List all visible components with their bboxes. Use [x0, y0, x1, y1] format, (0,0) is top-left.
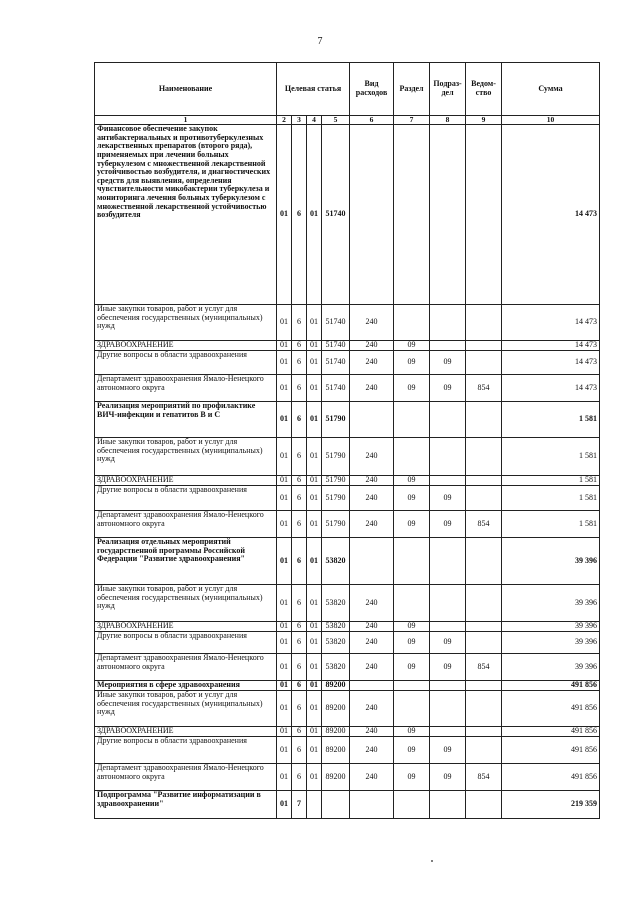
row-expense-type: 240 — [350, 632, 394, 654]
row-department — [466, 632, 502, 654]
row-code-direction: 51740 — [322, 375, 350, 402]
row-code-event: 01 — [307, 737, 322, 764]
row-subsection: 09 — [430, 375, 466, 402]
row-department: 854 — [466, 375, 502, 402]
row-code-event: 01 — [307, 438, 322, 476]
row-expense-type: 240 — [350, 737, 394, 764]
row-department: 854 — [466, 764, 502, 791]
row-code-event: 01 — [307, 764, 322, 791]
row-section: 09 — [394, 632, 430, 654]
row-expense-type: 240 — [350, 585, 394, 622]
row-name: ЗДРАВООХРАНЕНИЕ — [95, 622, 277, 632]
row-code-subprogram: 6 — [292, 125, 307, 305]
row-sum: 14 473 — [502, 125, 600, 305]
row-section: 09 — [394, 511, 430, 538]
row-department — [466, 476, 502, 486]
row-sum: 491 856 — [502, 681, 600, 691]
row-code-subprogram: 6 — [292, 691, 307, 727]
row-code-subprogram: 6 — [292, 486, 307, 511]
row-expense-type: 240 — [350, 341, 394, 351]
row-code-subprogram: 6 — [292, 511, 307, 538]
row-name: Подпрограмма "Развитие информатизации в здравоохранении" — [95, 791, 277, 819]
table-row — [95, 511, 600, 538]
row-code-subprogram: 6 — [292, 654, 307, 681]
row-subsection — [430, 727, 466, 737]
table-row — [95, 654, 600, 681]
row-code-direction: 51790 — [322, 511, 350, 538]
row-code-event: 01 — [307, 632, 322, 654]
row-subsection — [430, 691, 466, 727]
row-subsection: 09 — [430, 511, 466, 538]
row-sum: 1 581 — [502, 486, 600, 511]
table-row — [95, 351, 600, 375]
row-code-program: 01 — [277, 737, 292, 764]
column-number-row — [95, 116, 600, 125]
row-code-direction: 53820 — [322, 538, 350, 585]
row-sum: 39 396 — [502, 538, 600, 585]
row-expense-type: 240 — [350, 764, 394, 791]
row-name: ЗДРАВООХРАНЕНИЕ — [95, 727, 277, 737]
row-expense-type — [350, 402, 394, 438]
row-sum: 39 396 — [502, 632, 600, 654]
row-name: Иные закупки товаров, работ и услуг для обеспечения государственных (муниципальных) нужд — [95, 438, 277, 476]
row-code-program: 01 — [277, 681, 292, 691]
row-department — [466, 737, 502, 764]
row-code-program: 01 — [277, 654, 292, 681]
row-code-program: 01 — [277, 476, 292, 486]
row-sum: 1 581 — [502, 402, 600, 438]
row-subsection — [430, 438, 466, 476]
row-name: ЗДРАВООХРАНЕНИЕ — [95, 341, 277, 351]
row-code-program: 01 — [277, 691, 292, 727]
row-code-subprogram: 6 — [292, 476, 307, 486]
table-row — [95, 681, 600, 691]
row-name: Другие вопросы в области здравоохранения — [95, 351, 277, 375]
row-code-subprogram: 6 — [292, 375, 307, 402]
row-sum: 14 473 — [502, 341, 600, 351]
row-name: Департамент здравоохранения Ямало-Ненецкого автономного округа — [95, 764, 277, 791]
column-number: 8 — [430, 116, 466, 125]
row-section — [394, 681, 430, 691]
column-number: 5 — [322, 116, 350, 125]
row-department: 854 — [466, 511, 502, 538]
row-expense-type — [350, 538, 394, 585]
row-department — [466, 538, 502, 585]
row-code-direction: 89200 — [322, 681, 350, 691]
row-name: Другие вопросы в области здравоохранения — [95, 737, 277, 764]
row-code-program: 01 — [277, 764, 292, 791]
row-code-event: 01 — [307, 727, 322, 737]
row-code-event: 01 — [307, 538, 322, 585]
row-expense-type: 240 — [350, 486, 394, 511]
row-code-program: 01 — [277, 622, 292, 632]
row-code-event: 01 — [307, 654, 322, 681]
row-code-program: 01 — [277, 632, 292, 654]
row-name: Другие вопросы в области здравоохранения — [95, 486, 277, 511]
row-section: 09 — [394, 341, 430, 351]
table-row — [95, 476, 600, 486]
row-subsection: 09 — [430, 764, 466, 791]
column-number: 1 — [95, 116, 277, 125]
row-expense-type: 240 — [350, 305, 394, 341]
row-expense-type — [350, 791, 394, 819]
row-code-event: 01 — [307, 341, 322, 351]
row-department: 854 — [466, 654, 502, 681]
table-row — [95, 622, 600, 632]
budget-table — [94, 62, 600, 819]
row-section — [394, 402, 430, 438]
row-section: 09 — [394, 476, 430, 486]
row-subsection: 09 — [430, 632, 466, 654]
row-code-program: 01 — [277, 341, 292, 351]
row-code-subprogram: 6 — [292, 438, 307, 476]
row-name: Финансовое обеспечение закупок антибактериальных и противотуберкулезных лекарственных препаратов (второго ряда), применяемых при лечении больных туберкулезом с множественной лекарственной устойчивостью возбудителя, и диагностических средств для выявления, определения чувствительности микобактерии туберкулеза и мониторинга лечения больных туберкулезом с множественной лекарственной устойчивостью возбудителя — [95, 125, 277, 305]
row-sum: 14 473 — [502, 375, 600, 402]
row-code-program: 01 — [277, 305, 292, 341]
row-name: Иные закупки товаров, работ и услуг для обеспечения государственных (муниципальных) нужд — [95, 305, 277, 341]
row-code-program: 01 — [277, 402, 292, 438]
table-row — [95, 538, 600, 585]
row-section: 09 — [394, 654, 430, 681]
row-subsection — [430, 125, 466, 305]
table-row — [95, 125, 600, 305]
row-expense-type: 240 — [350, 351, 394, 375]
row-subsection — [430, 476, 466, 486]
row-sum: 39 396 — [502, 585, 600, 622]
row-sum: 39 396 — [502, 622, 600, 632]
row-department — [466, 486, 502, 511]
row-expense-type: 240 — [350, 691, 394, 727]
row-code-subprogram: 6 — [292, 622, 307, 632]
table-row — [95, 305, 600, 341]
row-sum: 491 856 — [502, 764, 600, 791]
row-code-program: 01 — [277, 727, 292, 737]
row-section: 09 — [394, 375, 430, 402]
row-code-event: 01 — [307, 476, 322, 486]
row-subsection — [430, 341, 466, 351]
row-code-event: 01 — [307, 511, 322, 538]
row-subsection — [430, 402, 466, 438]
table-row — [95, 632, 600, 654]
row-subsection — [430, 681, 466, 691]
row-section — [394, 305, 430, 341]
row-code-event: 01 — [307, 681, 322, 691]
row-sum: 14 473 — [502, 351, 600, 375]
row-code-event: 01 — [307, 305, 322, 341]
row-code-direction: 51790 — [322, 476, 350, 486]
row-department — [466, 341, 502, 351]
row-department — [466, 305, 502, 341]
row-code-event: 01 — [307, 351, 322, 375]
row-subsection: 09 — [430, 351, 466, 375]
row-code-direction: 51740 — [322, 341, 350, 351]
column-number: 7 — [394, 116, 430, 125]
row-code-program: 01 — [277, 585, 292, 622]
row-code-program: 01 — [277, 511, 292, 538]
row-code-direction: 53820 — [322, 585, 350, 622]
row-subsection — [430, 305, 466, 341]
row-code-event — [307, 791, 322, 819]
row-expense-type: 240 — [350, 476, 394, 486]
row-code-direction: 53820 — [322, 654, 350, 681]
row-code-subprogram: 6 — [292, 402, 307, 438]
row-subsection: 09 — [430, 486, 466, 511]
table-header-row — [95, 63, 600, 116]
row-code-event: 01 — [307, 125, 322, 305]
row-expense-type: 240 — [350, 727, 394, 737]
row-section — [394, 585, 430, 622]
row-section: 09 — [394, 737, 430, 764]
row-code-event: 01 — [307, 402, 322, 438]
row-department — [466, 351, 502, 375]
row-code-subprogram: 6 — [292, 681, 307, 691]
row-section — [394, 125, 430, 305]
column-number: 4 — [307, 116, 322, 125]
row-name: Департамент здравоохранения Ямало-Ненецкого автономного округа — [95, 511, 277, 538]
row-code-direction: 51740 — [322, 305, 350, 341]
column-number: 2 — [277, 116, 292, 125]
table-row — [95, 585, 600, 622]
row-code-program: 01 — [277, 351, 292, 375]
column-number: 6 — [350, 116, 394, 125]
row-code-program: 01 — [277, 438, 292, 476]
row-code-direction: 51740 — [322, 351, 350, 375]
row-sum: 491 856 — [502, 737, 600, 764]
scan-speck — [431, 860, 433, 862]
row-code-subprogram: 6 — [292, 341, 307, 351]
row-subsection — [430, 585, 466, 622]
row-subsection — [430, 791, 466, 819]
table-row — [95, 791, 600, 819]
row-name: Департамент здравоохранения Ямало-Ненецкого автономного округа — [95, 654, 277, 681]
row-subsection: 09 — [430, 737, 466, 764]
row-expense-type: 240 — [350, 375, 394, 402]
row-sum: 14 473 — [502, 305, 600, 341]
row-name: Иные закупки товаров, работ и услуг для обеспечения государственных (муниципальных) нужд — [95, 691, 277, 727]
page-number: 7 — [317, 36, 323, 47]
row-code-direction: 89200 — [322, 691, 350, 727]
row-code-event: 01 — [307, 585, 322, 622]
row-code-direction: 51740 — [322, 125, 350, 305]
row-code-direction: 51790 — [322, 402, 350, 438]
row-code-direction: 89200 — [322, 737, 350, 764]
row-code-subprogram: 6 — [292, 305, 307, 341]
row-expense-type — [350, 125, 394, 305]
row-department — [466, 438, 502, 476]
row-code-program: 01 — [277, 538, 292, 585]
row-sum: 1 581 — [502, 476, 600, 486]
row-section — [394, 438, 430, 476]
row-code-event: 01 — [307, 622, 322, 632]
row-code-subprogram: 6 — [292, 538, 307, 585]
table-row — [95, 486, 600, 511]
row-department — [466, 402, 502, 438]
row-code-subprogram: 6 — [292, 351, 307, 375]
row-name: ЗДРАВООХРАНЕНИЕ — [95, 476, 277, 486]
row-code-subprogram: 6 — [292, 632, 307, 654]
table-row — [95, 438, 600, 476]
row-expense-type — [350, 681, 394, 691]
row-sum: 1 581 — [502, 511, 600, 538]
row-department — [466, 585, 502, 622]
table-row — [95, 737, 600, 764]
header-section: Раздел — [394, 63, 430, 116]
row-code-event: 01 — [307, 375, 322, 402]
row-section: 09 — [394, 486, 430, 511]
table-row — [95, 402, 600, 438]
table-row — [95, 727, 600, 737]
row-subsection — [430, 622, 466, 632]
row-code-direction: 53820 — [322, 622, 350, 632]
row-sum: 39 396 — [502, 654, 600, 681]
header-expense-type: Вид расходов — [350, 63, 394, 116]
header-sum: Сумма — [502, 63, 600, 116]
row-code-direction: 51790 — [322, 486, 350, 511]
row-name: Департамент здравоохранения Ямало-Ненецкого автономного округа — [95, 375, 277, 402]
header-subsection: Подраз-дел — [430, 63, 466, 116]
row-expense-type: 240 — [350, 622, 394, 632]
header-name: Наименование — [95, 63, 277, 116]
header-department: Ведом-ство — [466, 63, 502, 116]
row-code-direction: 53820 — [322, 632, 350, 654]
row-section — [394, 691, 430, 727]
table-row — [95, 375, 600, 402]
row-department — [466, 681, 502, 691]
row-sum: 219 359 — [502, 791, 600, 819]
row-code-program: 01 — [277, 125, 292, 305]
row-code-direction — [322, 791, 350, 819]
row-name: Другие вопросы в области здравоохранения — [95, 632, 277, 654]
row-subsection — [430, 538, 466, 585]
row-code-subprogram: 6 — [292, 764, 307, 791]
row-code-direction: 89200 — [322, 764, 350, 791]
row-code-subprogram: 6 — [292, 737, 307, 764]
row-section — [394, 538, 430, 585]
row-code-event: 01 — [307, 486, 322, 511]
row-section: 09 — [394, 351, 430, 375]
row-sum: 1 581 — [502, 438, 600, 476]
row-code-subprogram: 7 — [292, 791, 307, 819]
row-expense-type: 240 — [350, 654, 394, 681]
row-name: Мероприятия в сфере здравоохранения — [95, 681, 277, 691]
header-target-article: Целевая статья — [277, 63, 350, 116]
table-row — [95, 341, 600, 351]
row-sum: 491 856 — [502, 727, 600, 737]
column-number: 9 — [466, 116, 502, 125]
row-section: 09 — [394, 764, 430, 791]
row-department — [466, 791, 502, 819]
table-row — [95, 691, 600, 727]
row-code-direction: 51790 — [322, 438, 350, 476]
row-name: Иные закупки товаров, работ и услуг для обеспечения государственных (муниципальных) нужд — [95, 585, 277, 622]
column-number: 3 — [292, 116, 307, 125]
row-department — [466, 125, 502, 305]
row-code-direction: 89200 — [322, 727, 350, 737]
row-code-event: 01 — [307, 691, 322, 727]
row-subsection: 09 — [430, 654, 466, 681]
row-section: 09 — [394, 727, 430, 737]
row-code-program: 01 — [277, 375, 292, 402]
row-department — [466, 691, 502, 727]
row-code-program: 01 — [277, 791, 292, 819]
row-name: Реализация мероприятий по профилактике ВИЧ-инфекции и гепатитов B и C — [95, 402, 277, 438]
column-number: 10 — [502, 116, 600, 125]
row-sum: 491 856 — [502, 691, 600, 727]
row-expense-type: 240 — [350, 511, 394, 538]
row-department — [466, 622, 502, 632]
row-section — [394, 791, 430, 819]
table-body — [95, 125, 600, 819]
row-expense-type: 240 — [350, 438, 394, 476]
row-name: Реализация отдельных мероприятий государственной программы Российской Федерации "Развитие здравоохранения" — [95, 538, 277, 585]
row-department — [466, 727, 502, 737]
table-row — [95, 764, 600, 791]
row-code-subprogram: 6 — [292, 727, 307, 737]
row-section: 09 — [394, 622, 430, 632]
row-code-subprogram: 6 — [292, 585, 307, 622]
row-code-program: 01 — [277, 486, 292, 511]
